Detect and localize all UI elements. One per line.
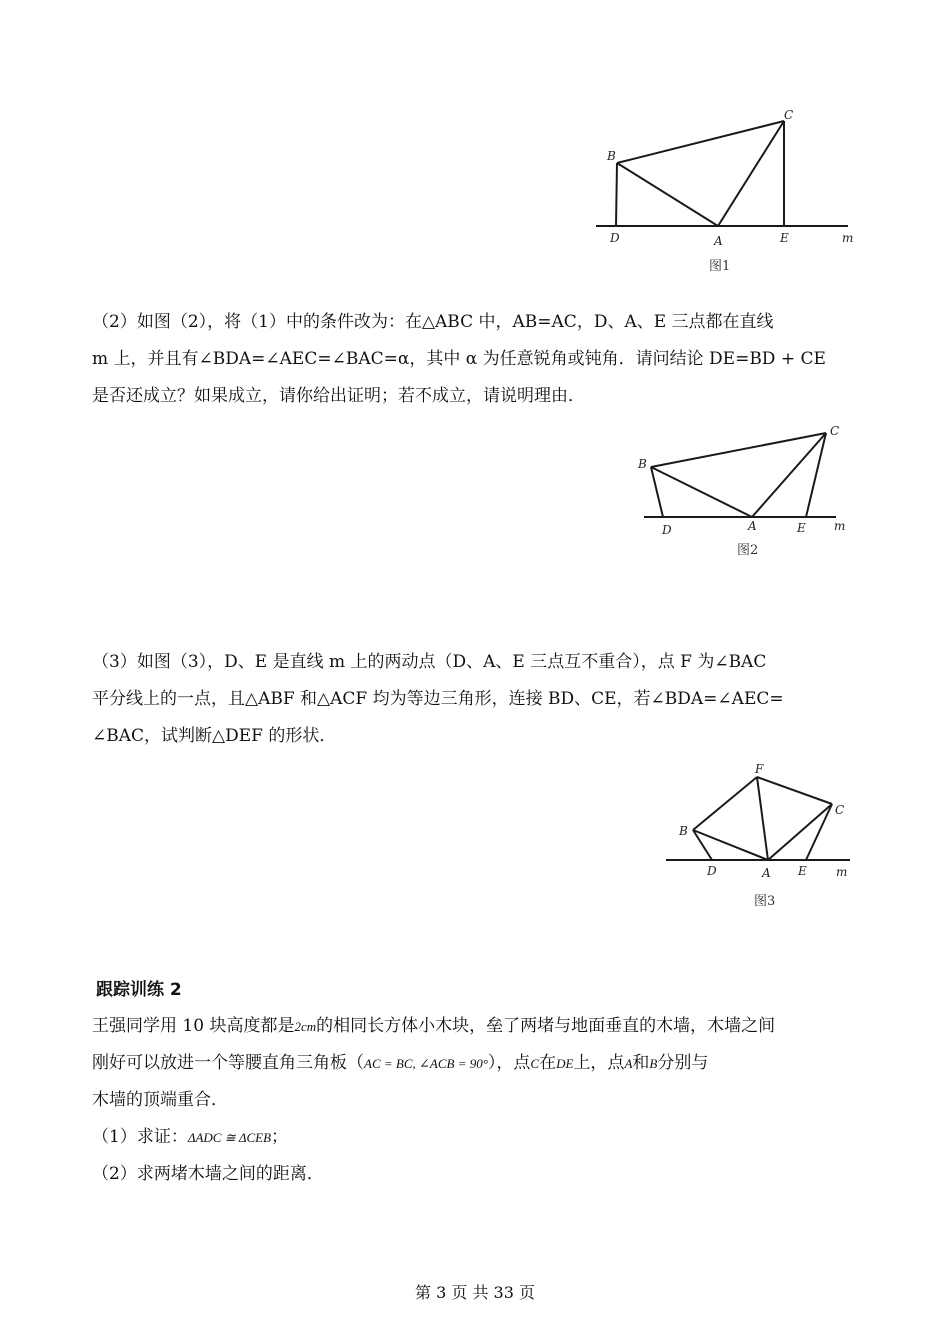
training-2-question-2: （2）求两堵木墙之间的距离．	[92, 1164, 324, 1184]
label-m: m	[834, 519, 846, 533]
segment-BA	[617, 163, 718, 226]
label-C: C	[784, 108, 794, 122]
question-1-suffix: ；	[271, 1127, 289, 1147]
math-point-c: C	[530, 1056, 540, 1071]
label-B: B	[679, 824, 688, 838]
math-triangle-condition: AC = BC, ∠ACB = 90°	[364, 1056, 488, 1071]
figure-2-caption: 图2	[737, 543, 759, 558]
part-3-text	[92, 644, 862, 755]
label-B: B	[607, 149, 616, 163]
training-2-line-2-b: ），点	[487, 1053, 531, 1073]
part-2-line-1: （2）如图（2），将（1）中的条件改为：在△ABC 中，AB=AC，D、A、E 三点都在直线	[92, 312, 774, 332]
label-m: m	[842, 231, 854, 245]
segment-FA	[757, 777, 768, 860]
segment-AC	[768, 804, 832, 860]
label-A: A	[762, 866, 771, 880]
part-2-line-3: 是否还成立？如果成立，请你给出证明；若不成立，请说明理由．	[92, 386, 585, 406]
label-E: E	[798, 864, 807, 878]
math-point-b: B	[649, 1056, 658, 1071]
training-2-line-2-a: 刚好可以放进一个等腰直角三角板（	[92, 1053, 364, 1073]
segment-AC	[718, 121, 784, 226]
segment-BA	[651, 467, 752, 517]
figure-2	[630, 420, 870, 570]
label-E: E	[797, 521, 806, 535]
segment-BF	[693, 777, 757, 830]
part-2-line-2: m 上，并且有∠BDA=∠AEC=∠BAC=α，其中 α 为任意锐角或钝角．请问结论 DE=BD + CE	[92, 349, 826, 369]
part-3-line-2: 平分线上的一点，且△ABF 和△ACF 均为等边三角形，连接 BD、CE，若∠BDA=∠AEC=	[92, 689, 784, 709]
training-2-line-1-b: 的相同长方体小木块，垒了两堵与地面垂直的木墙，木墙之间	[316, 1016, 776, 1036]
segment-BA	[693, 830, 768, 860]
figure-3-caption: 图3	[754, 894, 776, 909]
label-E: E	[780, 231, 789, 245]
segment-FC	[757, 777, 832, 804]
training-2-question-1	[92, 1119, 862, 1156]
math-point-a: A	[624, 1056, 633, 1071]
training-2-text	[92, 1008, 862, 1193]
segment-BD	[651, 467, 663, 517]
label-D: D	[707, 864, 717, 878]
page-footer: 第 3 页 共 33 页	[415, 1283, 535, 1302]
label-B: B	[638, 457, 647, 471]
label-F: F	[755, 762, 764, 776]
part-2-text	[92, 304, 862, 415]
segment-CE	[806, 804, 832, 860]
label-C: C	[830, 424, 840, 438]
label-D: D	[662, 523, 672, 537]
math-segment-de: DE	[556, 1056, 574, 1071]
math-congruence: ΔADC ≅ ΔCEB	[187, 1130, 272, 1145]
training-2-line-3: 木墙的顶端重合．	[92, 1090, 228, 1110]
part-3-line-3: ∠BAC，试判断△DEF 的形状．	[92, 726, 337, 746]
training-2-line-2-f: 上，点	[573, 1053, 625, 1073]
label-C: C	[835, 803, 845, 817]
training-2-heading: 跟踪训练 2	[96, 980, 182, 1000]
question-1-prefix: （1）求证：	[92, 1127, 188, 1147]
training-2-line-1	[92, 1008, 862, 1045]
training-2-line-2	[92, 1045, 862, 1082]
segment-BD	[616, 163, 617, 226]
part-3-line-1: （3）如图（3），D、E 是直线 m 上的两动点（D、A、E 三点互不重合），点 F 为∠BAC	[92, 652, 767, 672]
math-height: 2cm	[294, 1019, 317, 1034]
label-m: m	[836, 865, 848, 879]
figure-1	[590, 100, 870, 280]
figure-1-caption: 图1	[709, 259, 731, 274]
training-2-line-1-a: 王强同学用 10 块高度都是	[92, 1016, 295, 1036]
figure-1-diagram	[590, 100, 870, 280]
training-2-line-2-j: 分别与	[657, 1053, 709, 1073]
segment-BC	[617, 121, 784, 163]
label-D: D	[610, 231, 620, 245]
figure-3	[660, 755, 870, 915]
figure-3-diagram	[660, 755, 870, 915]
label-A: A	[714, 234, 723, 248]
label-A: A	[748, 519, 757, 533]
training-2-line-2-d: 在	[539, 1053, 557, 1073]
figure-2-diagram	[630, 420, 870, 570]
training-2-line-2-h: 和	[632, 1053, 650, 1073]
